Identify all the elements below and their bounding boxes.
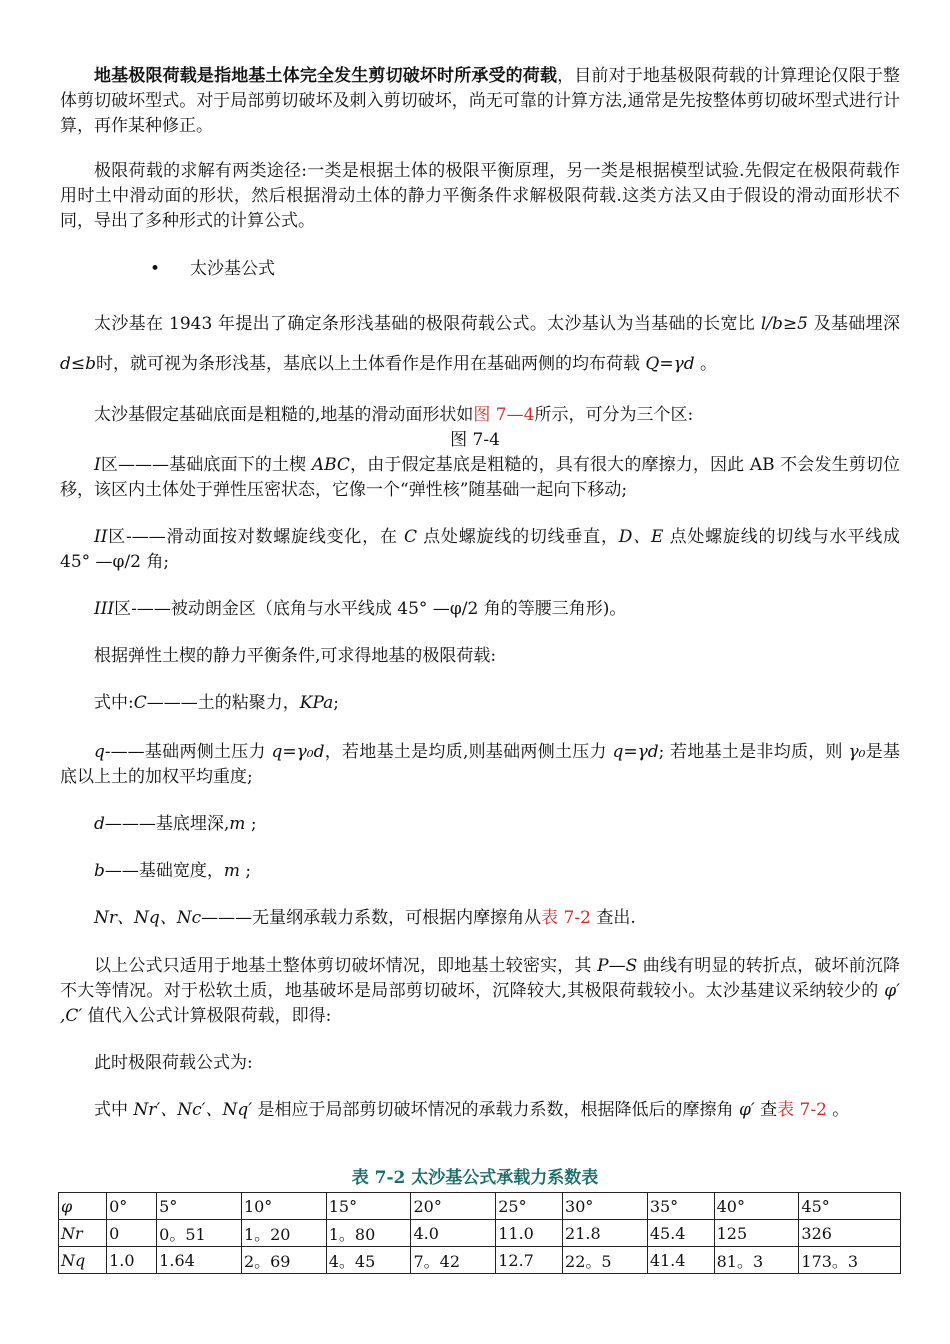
text-span: ———无量纲承载力系数，可根据内摩擦角从 — [201, 908, 542, 928]
table-cell: 35° — [647, 1193, 714, 1220]
table-link[interactable]: 表 7-2 — [541, 908, 591, 928]
symbols: φ′ ,C′ — [60, 981, 900, 1026]
bullet-label: 太沙基公式 — [190, 259, 275, 279]
paragraph-coefficients — [60, 906, 900, 931]
table-cell: 173。3 — [799, 1247, 901, 1274]
table-cell: 45° — [799, 1193, 901, 1220]
ratio-formula: l/b≥5 — [760, 314, 808, 334]
table-cell: 4.0 — [411, 1220, 496, 1247]
table-cell: 20° — [411, 1193, 496, 1220]
table-cell: 2。69 — [241, 1247, 326, 1274]
formula: q=γd — [612, 742, 659, 762]
unit: KPa — [299, 693, 334, 713]
table-cell: 5° — [157, 1193, 242, 1220]
table-cell: 1。20 — [241, 1220, 326, 1247]
depth-formula: d≤b — [60, 354, 97, 374]
table-cell: 326 — [799, 1220, 901, 1247]
text-span: -——基础两侧土压力 — [104, 742, 272, 762]
zone-label: I — [94, 455, 101, 475]
bullet-terzaghi — [150, 257, 275, 282]
paragraph-equilibrium: 根据弹性土楔的静力平衡条件,可求得地基的极限荷载: — [94, 646, 497, 666]
table-cell: 30° — [563, 1193, 648, 1220]
table-title: 表 7-2 太沙基公式承载力系数表 — [351, 1168, 599, 1188]
paragraph-terzaghi-intro — [60, 304, 900, 384]
text-span: ———土的粘聚力， — [146, 693, 300, 713]
table-cell: Nr — [59, 1220, 107, 1247]
definition-rest: ，目前对于地基极限荷载的计算理论仅限于整体剪切破坏型式。对于局部剪切破坏及刺入剪切破坏，尚无可靠的计算方法,通常是先按整体剪切破坏型式进行计算，再作某种修正。 — [60, 66, 901, 136]
table-cell: 10° — [241, 1193, 326, 1220]
table-cell: 0。51 — [157, 1220, 242, 1247]
symbol: C — [133, 693, 147, 713]
text-span: 太沙基在 1943 年提出了确定条形浅基础的极限荷载公式。太沙基认为当基础的长宽比 — [94, 314, 761, 334]
table-cell: Nq — [59, 1247, 107, 1274]
text-span: 查出. — [590, 908, 636, 928]
paragraph-local-shear — [60, 954, 900, 1029]
table-cell: 125 — [714, 1220, 799, 1247]
symbol: γ₀ — [848, 742, 866, 762]
table-cell: 22。5 — [563, 1247, 648, 1274]
table-cell: 4。45 — [326, 1247, 411, 1274]
coefficient-table — [58, 1192, 901, 1274]
table-row — [59, 1220, 901, 1247]
load-formula: Q=γd — [645, 354, 695, 374]
text-span: 点处螺旋线的切线垂直， — [416, 527, 619, 547]
text-span: ; — [333, 693, 339, 713]
table-cell: 81。3 — [714, 1247, 799, 1274]
table-cell: 0 — [107, 1220, 157, 1247]
unit: m — [223, 861, 241, 881]
text-span: 及基础埋深 — [807, 314, 901, 334]
text-span: ，若地基土是均质,则基础两侧土压力 — [324, 742, 613, 762]
figure-label: 图 7-4 — [450, 430, 500, 450]
table-row — [59, 1247, 901, 1274]
text-span: 区-——被动朗金区（底角与水平线成 45° —φ/2 角的等腰三角形)。 — [114, 599, 627, 619]
paragraph-definition — [60, 64, 900, 139]
bullet-dot-icon: • — [150, 259, 161, 279]
text-span: 时，就可视为条形浅基，基底以上土体看作是作用在基础两侧的均布荷载 — [96, 354, 646, 374]
text-span: 区———基础底面下的土楔 — [100, 455, 312, 475]
paragraph-assumption — [60, 403, 900, 428]
table-cell: 1.64 — [157, 1247, 242, 1274]
figure-link[interactable]: 图 7—4 — [473, 405, 535, 425]
text-span: 所示，可分为三个区: — [534, 405, 694, 425]
paragraph-methods: 极限荷载的求解有两类途径:一类是根据土体的极限平衡原理，另一类是根据模型试验.先假定在极限荷载作用时土中滑动面的形状，然后根据滑动土体的静力平衡条件求解极限荷载.这类方法又由于假设的滑动面形状不同，导出了多种形式的计算公式。 — [60, 161, 900, 231]
definition-bold: 地基极限荷载是指地基土体完全发生剪切破坏时所承受的荷载 — [94, 66, 558, 86]
paragraph-symbol-b — [60, 859, 900, 884]
zone-label: II — [94, 527, 108, 547]
symbols: Nr′、Nc′、Nq′ — [133, 1100, 253, 1120]
text-span: 值代入公式计算极限荷载，即得: — [82, 1006, 332, 1026]
symbol: b — [94, 861, 105, 881]
point-label: D、E — [618, 527, 664, 547]
paragraph-zone-1 — [60, 453, 900, 503]
symbols: Nr、Nq、Nc — [94, 908, 202, 928]
table-cell: φ — [59, 1193, 107, 1220]
text-span: 太沙基假定基础底面是粗糙的,地基的滑动面形状如 — [94, 405, 474, 425]
symbol: q — [94, 742, 105, 762]
table-cell: 1。80 — [326, 1220, 411, 1247]
table-cell: 11.0 — [496, 1220, 563, 1247]
text-span: ———基底埋深, — [104, 814, 230, 834]
table-cell: 15° — [326, 1193, 411, 1220]
paragraph-symbol-q — [60, 740, 900, 790]
table-cell: 21.8 — [563, 1220, 648, 1247]
unit: m — [229, 814, 246, 834]
paragraph-local-coefficients — [60, 1098, 900, 1123]
symbol: d — [94, 814, 105, 834]
text-span: 。 — [694, 354, 718, 374]
text-span: 区-——滑动面按对数螺旋线变化，在 — [107, 527, 404, 547]
text-span: 以上公式只适用于地基土整体剪切破坏情况，即地基土较密实，其 — [94, 956, 598, 976]
paragraph-formula-intro: 此时极限荷载公式为: — [94, 1053, 253, 1073]
wedge-label: ABC — [311, 455, 350, 475]
text-span: 。 — [826, 1100, 850, 1120]
point-label: C — [403, 527, 417, 547]
paragraph-zone-2 — [60, 525, 900, 575]
table-header-row — [59, 1193, 901, 1220]
table-cell: 0° — [107, 1193, 157, 1220]
text-span: 式中 — [94, 1100, 134, 1120]
text-span: ，由于假定基底是粗糙的，具有很大的摩擦力，因此 AB 不会发生剪切位移，该区内土体处于弹性压密状态，它像一个“弹性核”随基础一起向下移动; — [60, 455, 901, 500]
text-span: ——基础宽度， — [104, 861, 224, 881]
curve-label: P—S — [597, 956, 638, 976]
paragraph-zone-3 — [60, 597, 900, 622]
paragraph-symbol-c — [60, 691, 900, 716]
text-span: 式中: — [94, 693, 134, 713]
text-span: 是基底以上土的加权平均重度; — [60, 742, 900, 787]
text-span: 查 — [754, 1100, 778, 1120]
symbol: φ′ — [738, 1100, 755, 1120]
table-cell: 7。42 — [411, 1247, 496, 1274]
table-cell: 41.4 — [647, 1247, 714, 1274]
text-span: ; — [245, 814, 257, 834]
text-span: 点处螺旋线的切线与水平线成 45° —φ/2 角; — [60, 527, 900, 572]
table-cell: 12.7 — [496, 1247, 563, 1274]
table-link[interactable]: 表 7-2 — [777, 1100, 827, 1120]
table-cell: 1.0 — [107, 1247, 157, 1274]
paragraph-symbol-d — [60, 812, 900, 837]
formula: q=γ₀d — [271, 742, 325, 762]
text-span: 是相应于局部剪切破坏情况的承载力系数，根据降低后的摩擦角 — [252, 1100, 739, 1120]
table-cell: 40° — [714, 1193, 799, 1220]
zone-label: III — [94, 599, 115, 619]
table-cell: 25° — [496, 1193, 563, 1220]
text-span: ; — [240, 861, 252, 881]
table-cell: 45.4 — [647, 1220, 714, 1247]
text-span: ; 若地基土是非均质，则 — [658, 742, 849, 762]
text-span: 曲线有明显的转折点，破坏前沉降不大等情况。对于松软土质，地基破坏是局部剪切破坏，沉降较大,其极限荷载较小。太沙基建议采纳较少的 — [60, 956, 901, 1001]
